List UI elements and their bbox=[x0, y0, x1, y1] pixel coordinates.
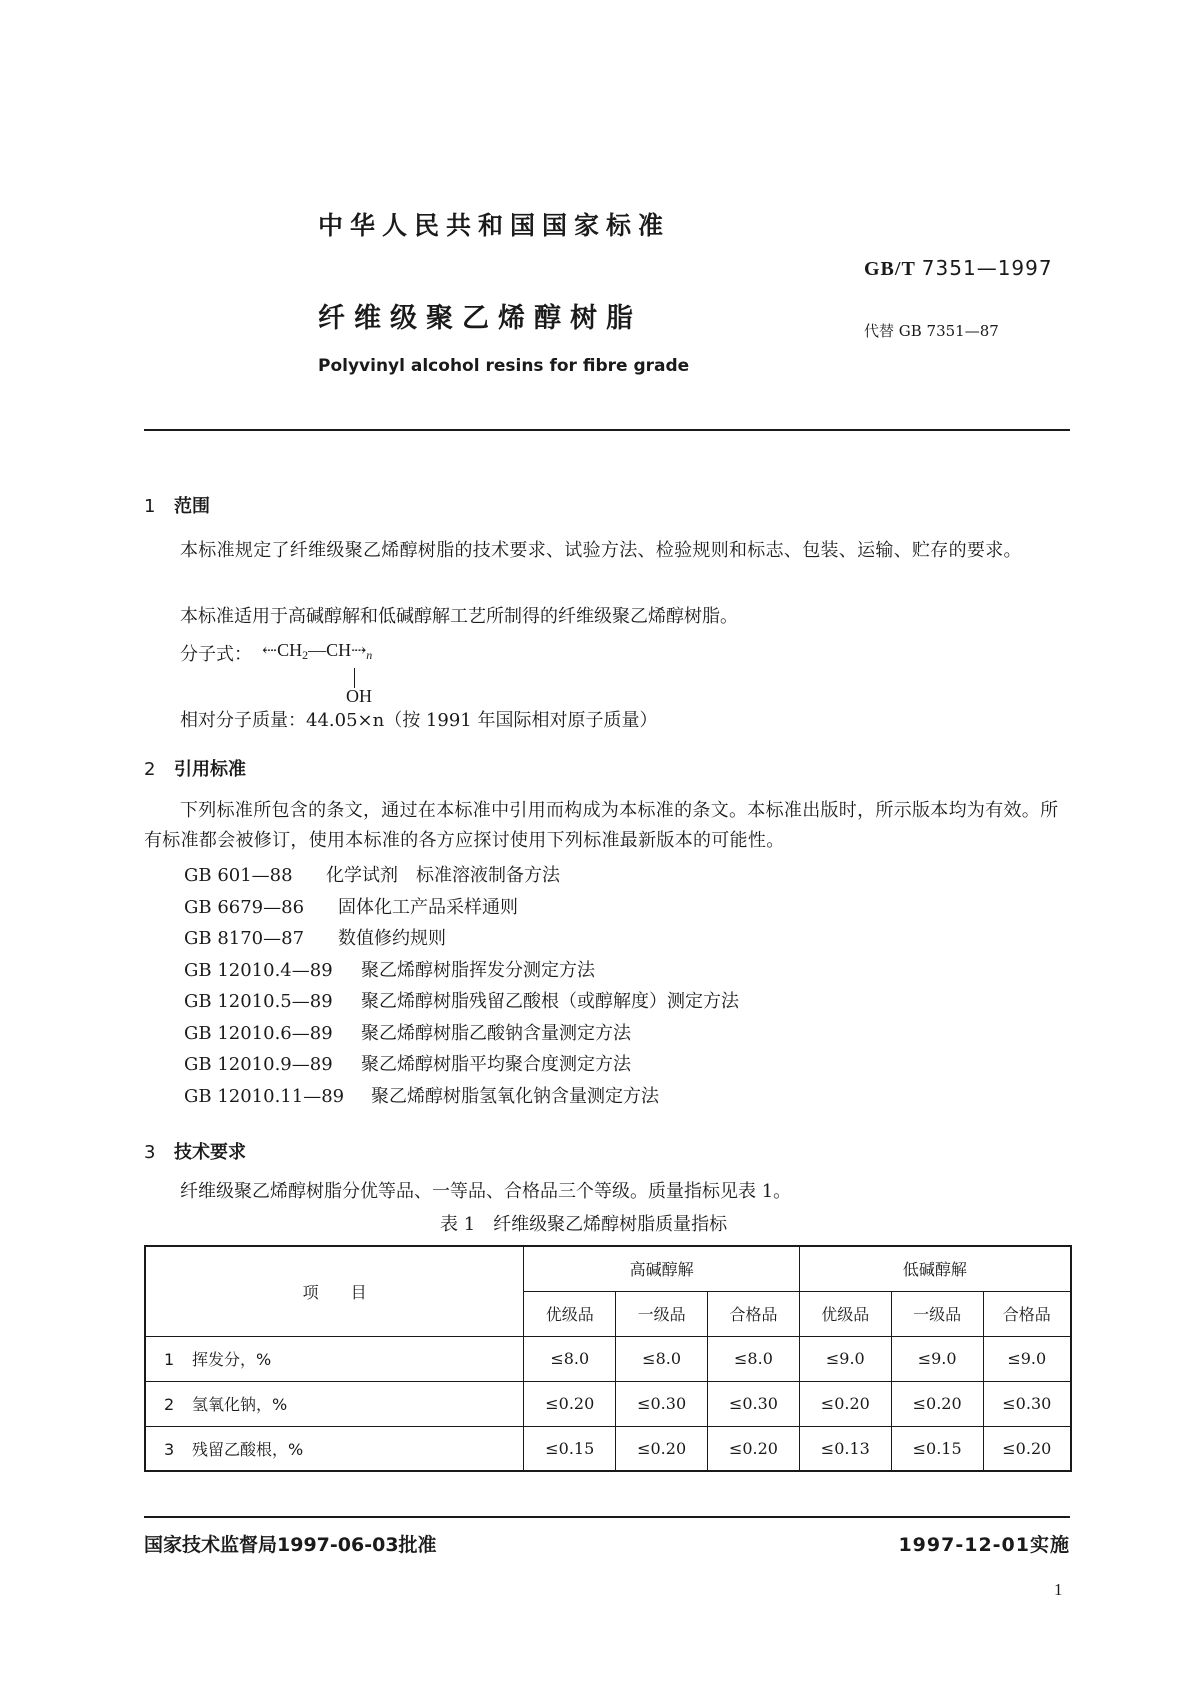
formula-hydroxyl: OH bbox=[346, 686, 372, 706]
quality-index-table bbox=[144, 1245, 1072, 1472]
reference-code: GB 12010.6—89 bbox=[184, 1022, 333, 1044]
value-cell: ≤0.20 bbox=[983, 1426, 1071, 1471]
section-number: 1 bbox=[144, 496, 156, 517]
grade-header: 优级品 bbox=[799, 1291, 891, 1336]
item-name: 残留乙酸根，% bbox=[192, 1439, 304, 1459]
item-cell bbox=[145, 1426, 524, 1471]
table-row bbox=[145, 1381, 1071, 1426]
value-cell: ≤0.20 bbox=[891, 1381, 983, 1426]
reference-item bbox=[184, 987, 739, 1019]
item-name: 氢氧化钠，% bbox=[192, 1395, 288, 1414]
table-caption: 表 1 纤维级聚乙烯醇树脂质量指标 bbox=[440, 1214, 728, 1235]
formula-bond bbox=[354, 668, 355, 688]
value-cell: ≤9.0 bbox=[983, 1336, 1071, 1381]
page-number: 1 bbox=[1054, 1580, 1063, 1599]
value-cell: ≤0.30 bbox=[708, 1381, 800, 1426]
value-cell: ≤8.0 bbox=[524, 1336, 616, 1381]
reference-code: GB 12010.11—89 bbox=[184, 1085, 345, 1107]
reference-code: GB 12010.4—89 bbox=[184, 959, 333, 981]
reference-code: GB 12010.5—89 bbox=[184, 991, 333, 1012]
reference-item bbox=[184, 1082, 739, 1114]
molecular-formula bbox=[262, 640, 372, 663]
footer-rule bbox=[144, 1516, 1070, 1518]
national-standard-heading: 中华人民共和国国家标准 bbox=[318, 211, 671, 240]
value-cell: ≤0.30 bbox=[616, 1381, 708, 1426]
formula-part-b: —CH⇢ bbox=[308, 640, 367, 660]
item-number: 3 bbox=[164, 1439, 175, 1459]
reference-code: GB 8170—87 bbox=[184, 928, 305, 949]
approval-line: 国家技术监督局1997-06-03批准 bbox=[144, 1534, 437, 1556]
formula-subscript: 2 bbox=[302, 648, 309, 662]
reference-title: 化学试剂 标准溶液制备方法 bbox=[326, 865, 560, 886]
reference-code: GB 601—88 bbox=[184, 865, 293, 886]
reference-title: 数值修约规则 bbox=[338, 928, 446, 949]
section-1-para-2: 本标准适用于高碱醇解和低碱醇解工艺所制得的纤维级聚乙烯醇树脂。 bbox=[180, 606, 738, 627]
standard-code-prefix: GB/T bbox=[864, 258, 916, 280]
reference-title: 聚乙烯醇树脂挥发分测定方法 bbox=[361, 959, 595, 981]
reference-code: GB 6679—86 bbox=[184, 896, 305, 918]
reference-title: 聚乙烯醇树脂平均聚合度测定方法 bbox=[361, 1054, 631, 1075]
reference-item bbox=[184, 1019, 739, 1051]
item-header: 项 目 bbox=[145, 1246, 524, 1336]
reference-item bbox=[184, 956, 739, 988]
value-cell: ≤8.0 bbox=[616, 1336, 708, 1381]
value-cell: ≤0.30 bbox=[983, 1381, 1071, 1426]
section-2-heading bbox=[144, 755, 246, 781]
effective-date: 1997-12-01实施 bbox=[898, 1534, 1070, 1556]
reference-item bbox=[184, 924, 739, 956]
grade-header: 一级品 bbox=[616, 1291, 708, 1336]
document-title: 纤维级聚乙烯醇树脂 bbox=[318, 303, 642, 334]
item-cell bbox=[145, 1336, 524, 1381]
table-header-row bbox=[145, 1246, 1071, 1291]
value-cell: ≤0.13 bbox=[799, 1426, 891, 1471]
section-title: 引用标准 bbox=[174, 759, 246, 780]
value-cell: ≤0.20 bbox=[616, 1426, 708, 1471]
grade-header: 优级品 bbox=[524, 1291, 616, 1336]
section-title: 范围 bbox=[174, 496, 210, 517]
reference-title: 聚乙烯醇树脂乙酸钠含量测定方法 bbox=[361, 1022, 631, 1044]
section-number: 2 bbox=[144, 759, 156, 780]
reference-list bbox=[184, 861, 739, 1113]
standard-code bbox=[864, 256, 1053, 281]
value-cell: ≤0.20 bbox=[708, 1426, 800, 1471]
header-rule bbox=[144, 429, 1070, 431]
value-cell: ≤0.20 bbox=[799, 1381, 891, 1426]
item-number: 2 bbox=[164, 1395, 175, 1414]
reference-item bbox=[184, 1050, 739, 1082]
grade-header: 一级品 bbox=[891, 1291, 983, 1336]
reference-title: 固体化工产品采样通则 bbox=[338, 896, 518, 918]
section-title: 技术要求 bbox=[174, 1142, 246, 1163]
section-3-heading bbox=[144, 1138, 246, 1164]
reference-item bbox=[184, 893, 739, 925]
relative-molecular-mass: 相对分子质量：44.05×n（按 1991 年国际相对原子质量） bbox=[180, 710, 658, 731]
value-cell: ≤0.20 bbox=[524, 1381, 616, 1426]
section-1-para-1: 本标准规定了纤维级聚乙烯醇树脂的技术要求、试验方法、检验规则和标志、包装、运输、贮存的要求。 bbox=[180, 540, 1022, 561]
formula-label: 分子式： bbox=[180, 644, 252, 665]
formula-part-a: ⇠CH bbox=[262, 640, 303, 660]
section-1-heading bbox=[144, 492, 210, 518]
value-cell: ≤0.15 bbox=[891, 1426, 983, 1471]
value-cell: ≤9.0 bbox=[799, 1336, 891, 1381]
standard-code-number: 7351—1997 bbox=[921, 256, 1053, 280]
group-header-low-alkali: 低碱醇解 bbox=[799, 1246, 1071, 1291]
reference-title: 聚乙烯醇树脂氢氧化钠含量测定方法 bbox=[371, 1085, 659, 1107]
grade-header: 合格品 bbox=[983, 1291, 1071, 1336]
item-number: 1 bbox=[164, 1350, 175, 1369]
replaces-note: 代替 GB 7351—87 bbox=[864, 322, 999, 340]
item-name: 挥发分，% bbox=[192, 1350, 272, 1369]
table-row bbox=[145, 1336, 1071, 1381]
reference-code: GB 12010.9—89 bbox=[184, 1054, 333, 1075]
value-cell: ≤0.15 bbox=[524, 1426, 616, 1471]
section-2-intro: 下列标准所包含的条文，通过在本标准中引用而构成为本标准的条文。本标准出版时，所示版本均为有效。所有标准都会被修订，使用本标准的各方应探讨使用下列标准最新版本的可能性。 bbox=[144, 800, 1059, 851]
reference-title: 聚乙烯醇树脂残留乙酸根（或醇解度）测定方法 bbox=[361, 991, 739, 1012]
reference-item bbox=[184, 861, 739, 893]
formula-repeat-n: n bbox=[366, 648, 373, 662]
section-3-intro: 纤维级聚乙烯醇树脂分优等品、一等品、合格品三个等级。质量指标见表 1。 bbox=[180, 1181, 792, 1202]
table-row bbox=[145, 1426, 1071, 1471]
value-cell: ≤9.0 bbox=[891, 1336, 983, 1381]
english-title: Polyvinyl alcohol resins for fibre grade bbox=[318, 356, 690, 376]
group-header-high-alkali: 高碱醇解 bbox=[524, 1246, 800, 1291]
section-number: 3 bbox=[144, 1142, 156, 1163]
value-cell: ≤8.0 bbox=[708, 1336, 800, 1381]
grade-header: 合格品 bbox=[708, 1291, 800, 1336]
item-cell bbox=[145, 1381, 524, 1426]
